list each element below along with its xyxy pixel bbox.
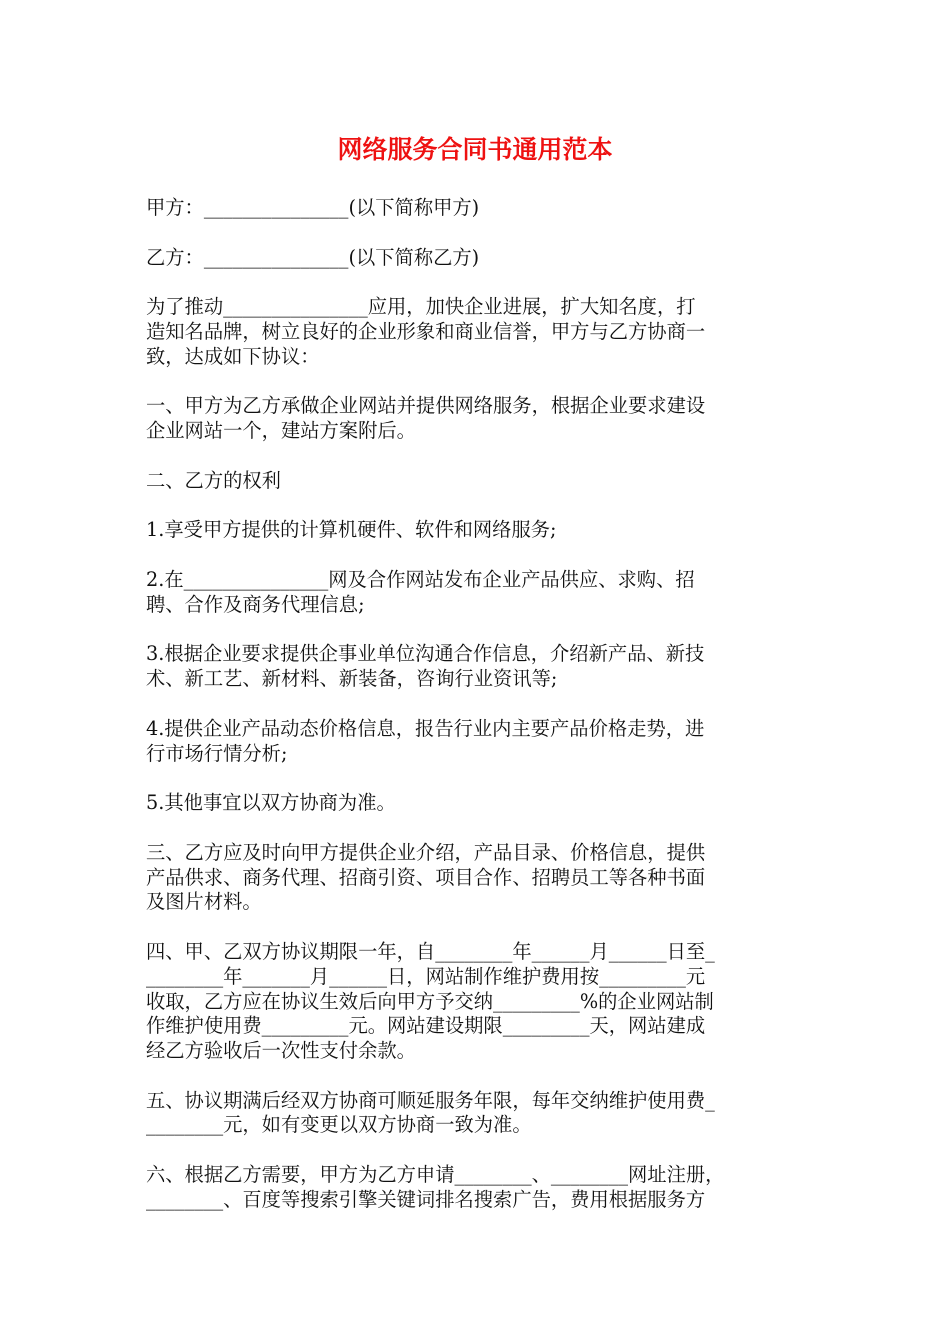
paragraph-line: 造知名品牌，树立良好的企业形象和商业信誉，甲方与乙方协商一 — [146, 319, 706, 343]
contract-paragraph — [146, 518, 810, 543]
paragraph-line: ________元，如有变更以双方协商一致为准。 — [146, 1113, 532, 1137]
paragraph-line: 乙方：_______________(以下简称乙方) — [146, 245, 480, 269]
contract-paragraph — [146, 717, 810, 767]
contract-paragraph — [146, 568, 810, 618]
paragraph-line: 5.其他事宜以双方协商为准。 — [146, 791, 396, 815]
document-title: 网络服务合同书通用范本 — [337, 135, 613, 164]
paragraph-line: 一、甲方为乙方承做企业网站并提供网络服务，根据企业要求建设 — [146, 394, 706, 418]
paragraph-line: 行市场行情分析; — [146, 741, 288, 765]
paragraph-line: 致，达成如下协议： — [146, 344, 320, 368]
contract-paragraph — [146, 469, 810, 494]
paragraph-line: 企业网站一个，建站方案附后。 — [146, 419, 416, 443]
paragraph-line: 4.提供企业产品动态价格信息，报告行业内主要产品价格走势，进 — [146, 716, 705, 740]
contract-paragraph — [146, 642, 810, 692]
paragraph-line: 二、乙方的权利 — [146, 468, 281, 492]
contract-paragraph — [146, 841, 810, 915]
paragraph-line: 三、乙方应及时向甲方提供企业介绍，产品目录、价格信息，提供 — [146, 840, 706, 864]
paragraph-line: 1.享受甲方提供的计算机硬件、软件和网络服务; — [146, 518, 557, 542]
paragraph-line: 为了推动_______________应用，加快企业进展，扩大知名度，打 — [146, 295, 696, 319]
contract-paragraph — [146, 1163, 810, 1213]
paragraph-line: 作维护使用费_________元。网站建设期限_________天，网站建成 — [146, 1014, 706, 1038]
contract-paragraph — [146, 246, 810, 271]
paragraph-line: 六、根据乙方需要，甲方为乙方申请________、________网址注册， — [146, 1163, 725, 1187]
paragraph-line: 产品供求、商务代理、招商引资、项目合作、招聘员工等各种书面 — [146, 865, 706, 889]
contract-paragraph — [146, 394, 810, 444]
paragraph-line: ________、百度等搜索引擎关键词排名搜索广告，费用根据服务方 — [146, 1187, 706, 1211]
paragraph-line: 甲方：_______________(以下简称甲方) — [146, 196, 480, 219]
document-body — [146, 196, 810, 1237]
paragraph-line: 3.根据企业要求提供企事业单位沟通合作信息，介绍新产品、新技 — [146, 642, 705, 666]
contract-paragraph — [146, 1089, 810, 1139]
paragraph-line: 四、甲、乙双方协议期限一年，自________年______月______日至_ — [146, 939, 715, 963]
paragraph-line: ________年_______月______日，网站制作维护费用按_________元 — [146, 964, 706, 988]
paragraph-line: 五、协议期满后经双方协商可顺延服务年限，每年交纳维护使用费_ — [146, 1088, 715, 1112]
paragraph-line: 及图片材料。 — [146, 890, 262, 914]
paragraph-line: 经乙方验收后一次性支付余款。 — [146, 1039, 416, 1063]
paragraph-line: 收取，乙方应在协议生效后向甲方予交纳_________%的企业网站制 — [146, 989, 714, 1013]
contract-paragraph — [146, 295, 810, 369]
contract-paragraph — [146, 791, 810, 816]
contract-paragraph — [146, 196, 810, 221]
contract-paragraph — [146, 940, 810, 1064]
paragraph-line: 2.在_______________网及合作网站发布企业产品供应、求购、招 — [146, 567, 695, 591]
paragraph-line: 术、新工艺、新材料、新装备，咨询行业资讯等; — [146, 667, 558, 691]
paragraph-line: 聘、合作及商务代理信息; — [146, 592, 365, 616]
